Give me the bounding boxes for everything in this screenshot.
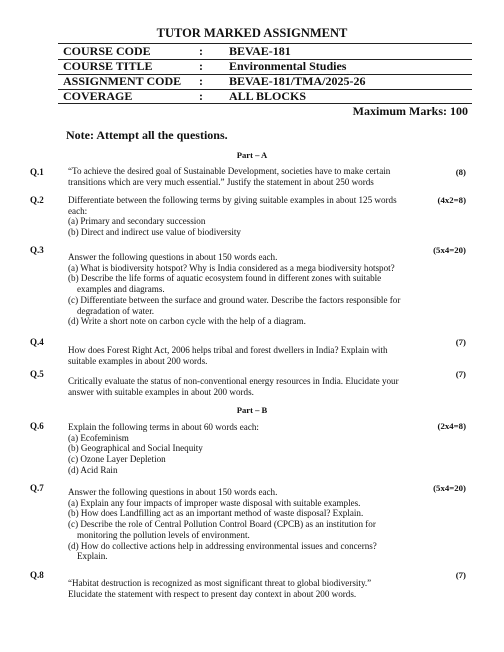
header-colon: : [199, 59, 203, 73]
question-marks: (4x2=8) [437, 195, 466, 205]
question-marks: (7) [455, 369, 466, 379]
header-value: BEVAE-181/TMA/2025-26 [229, 74, 366, 88]
question-number: Q.7 [30, 483, 44, 493]
question-marks: (7) [455, 570, 466, 580]
maximum-marks: Maximum Marks: 100 [352, 104, 468, 118]
question-text: “Habitat destruction is recognized as most significant threat to global biodiversity.” Elucidate the statement with respect to present day context in about 200 words. [68, 578, 372, 599]
question-text: Answer the following questions in about 150 words each. (a) Explain any four impacts of improper waste disposal with suitable examples. (b) How does Landfilling act as an important method of waste disposal? Explain. (c) Describe the role of Central Pollution Control Board (CPCB) as an institution for monitoring the pollution levels of environment. (d) How do collective actions help in addressing environmental issues and concerns? Explain. [68, 487, 377, 562]
question-marks: (5x4=20) [433, 245, 466, 255]
question-number: Q.2 [30, 195, 44, 205]
question-number: Q.5 [30, 369, 44, 379]
header-key: COURSE CODE [63, 44, 151, 58]
question-number: Q.8 [30, 570, 44, 580]
part-b-heading: Part – B [236, 405, 268, 415]
question-text: “To achieve the desired goal of Sustainable Development, societies have to make certain transitions which are very much essential.” Justify the statement in about 250 words [68, 166, 391, 187]
header-value: Environmental Studies [229, 59, 347, 73]
header-value: ALL BLOCKS [229, 89, 307, 103]
question-number: Q.1 [30, 167, 44, 177]
question-marks: (7) [455, 337, 466, 347]
question-number: Q.3 [30, 245, 44, 255]
question-marks: (8) [455, 167, 466, 177]
question-text: Critically evaluate the status of non-conventional energy resources in India. Elucidate your answer with suitable examples in about 200 words. [68, 376, 399, 397]
question-text: Answer the following questions in about 150 words each. (a) What is biodiversity hotspot? Why is India considered as a mega biodiversity hotspot? (b) Describe the life forms of aquatic ecosystem found in different zones with suitable examples and diagrams. (c) Differentiate between the surface and ground water. Describe the factors responsible for degradation of water. (d) Write a short note on carbon cycle with the help of a diagram. [68, 252, 401, 327]
header-value: BEVAE-181 [229, 44, 291, 58]
question-marks: (2x4=8) [437, 421, 466, 431]
question-number: Q.4 [30, 337, 44, 347]
question-text: How does Forest Right Act, 2006 helps tribal and forest dwellers in India? Explain with suitable examples in about 200 words. [68, 345, 388, 366]
header-key: COVERAGE [63, 89, 133, 103]
question-text: Differentiate between the following terms by giving suitable examples in about 125 words each: (a) Primary and secondary succession (b) Direct and indirect use value of biodiversity [68, 195, 397, 238]
instruction-note: Note: Attempt all the questions. [66, 128, 228, 142]
assignment-title: TUTOR MARKED ASSIGNMENT [156, 26, 348, 40]
part-a-heading: Part – A [236, 150, 268, 160]
question-marks: (5x4=20) [433, 483, 466, 493]
header-colon: : [199, 74, 203, 88]
question-number: Q.6 [30, 421, 44, 431]
header-colon: : [199, 89, 203, 103]
header-colon: : [199, 44, 203, 58]
question-text: Explain the following terms in about 60 words each: (a) Ecofeminism (b) Geographical and Social Inequity (c) Ozone Layer Depletion (d) Acid Rain [68, 422, 259, 475]
header-key: ASSIGNMENT CODE [63, 74, 182, 88]
header-key: COURSE TITLE [63, 59, 153, 73]
